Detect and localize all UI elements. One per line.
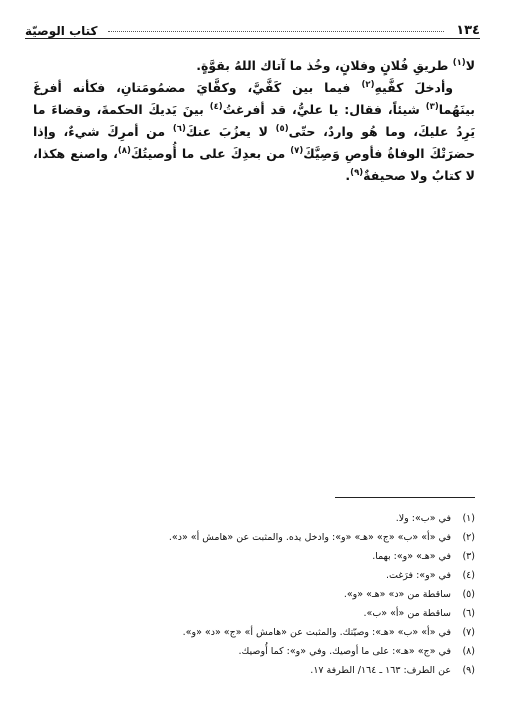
text-segment: من بعدِكَ على ما أُوصيتُكَ — [130, 146, 291, 161]
footnotes-list — [40, 509, 475, 680]
footnote-number: (٩) — [462, 665, 475, 676]
paragraph-1 — [33, 55, 475, 77]
chapter-title: كتاب الوصيّة — [25, 24, 98, 38]
footnote-text: في «أ» «ب» «ج» «هـ» «و»: وادخل يده. والمثبت عن «هامش أ» «د». — [168, 532, 451, 543]
text-segment: ، واصنع هكذا، لا كتابٌ ولا صحيفةٌ — [33, 146, 475, 183]
text-segment: شيئاً، فقال: يا عليُّ، قد أفرغتُ — [222, 102, 426, 117]
footnote-text: في «و»: فرَغت. — [385, 570, 451, 581]
footnote-item — [40, 528, 475, 547]
footnote-number: (٧) — [462, 627, 475, 638]
text-segment: من أمرِكَ شيءٌ، وإذا حضرَتْكَ الوفاةُ فأوصِ وَصِيَّكَ — [33, 124, 475, 161]
footnote-text: في «أ» «ب» «هـ»: وصيّتك. والمثبت عن «هامش أ» «ج» «د» «و». — [182, 627, 451, 638]
text-segment: وأدخلَ كفَّيهِ — [374, 80, 454, 95]
footnote-number: (٥) — [462, 589, 475, 600]
footnote-number: (١) — [462, 513, 475, 524]
footnote-text: في «ج» «هـ»: على ما أوصيك. وفي «و»: كما أُوصيك. — [238, 646, 451, 657]
footnote-number: (٨) — [462, 646, 475, 657]
footnote-item — [40, 661, 475, 680]
running-header — [25, 16, 480, 39]
footnote-text: في «هـ» «و»: بهما. — [372, 551, 451, 562]
footnote-marker: (٩) — [350, 167, 364, 178]
footnote-divider — [335, 497, 475, 498]
text-segment: لا يعزُبَ عنكَ — [185, 124, 276, 139]
footnote-item — [40, 585, 475, 604]
footnote-text: ساقطة من «أ» «ب». — [363, 608, 451, 619]
footnote-number: (٢) — [462, 532, 475, 543]
footnote-marker: (٧) — [290, 145, 304, 156]
paragraph-2 — [33, 77, 475, 187]
footnote-number: (٣) — [462, 551, 475, 562]
text-segment: لا — [465, 58, 475, 73]
footnote-marker: (٣) — [425, 101, 439, 112]
footnote-marker: (٥) — [275, 123, 289, 134]
footnote-item — [40, 547, 475, 566]
footnote-marker: (٦) — [172, 123, 186, 134]
footnote-number: (٤) — [462, 570, 475, 581]
footnote-marker: (٨) — [117, 145, 131, 156]
footnote-item — [40, 509, 475, 528]
text-segment: . — [345, 168, 351, 183]
footnote-item — [40, 566, 475, 585]
footnote-marker: (١) — [452, 57, 466, 68]
footnote-text: في «ب»: ولا. — [395, 513, 451, 524]
footnote-text: عن الطرف: ١٦٣ ـ ١٦٤/ الطرفة ١٧. — [310, 665, 451, 676]
footnote-marker: (٢) — [361, 79, 375, 90]
text-segment: بينَ يَديكَ الحكمةَ، وقضاءَ ما يَرِدُ عليكَ، وما هُو واردٌ، حتّى — [33, 102, 476, 139]
main-text — [33, 55, 475, 187]
footnote-item — [40, 604, 475, 623]
text-segment: فيما بين كَفَّيَّ، وكفَّايَ مضمُومَتانِ، فكأنه أفرغَ بينَهُما — [33, 80, 475, 117]
footnote-number: (٦) — [462, 608, 475, 619]
text-segment: طريقِ فُلانٍ وفلانٍ، وخُذ ما آتاك اللهُ بقوَّةٍ. — [196, 58, 453, 73]
page-number: ١٣٤ — [456, 23, 480, 38]
footnote-text: ساقطة من «د» «هـ» «و». — [343, 589, 451, 600]
footnote-marker: (٤) — [209, 101, 223, 112]
header-dotted-leader — [108, 31, 445, 32]
footnote-item — [40, 642, 475, 661]
footnote-item — [40, 623, 475, 642]
